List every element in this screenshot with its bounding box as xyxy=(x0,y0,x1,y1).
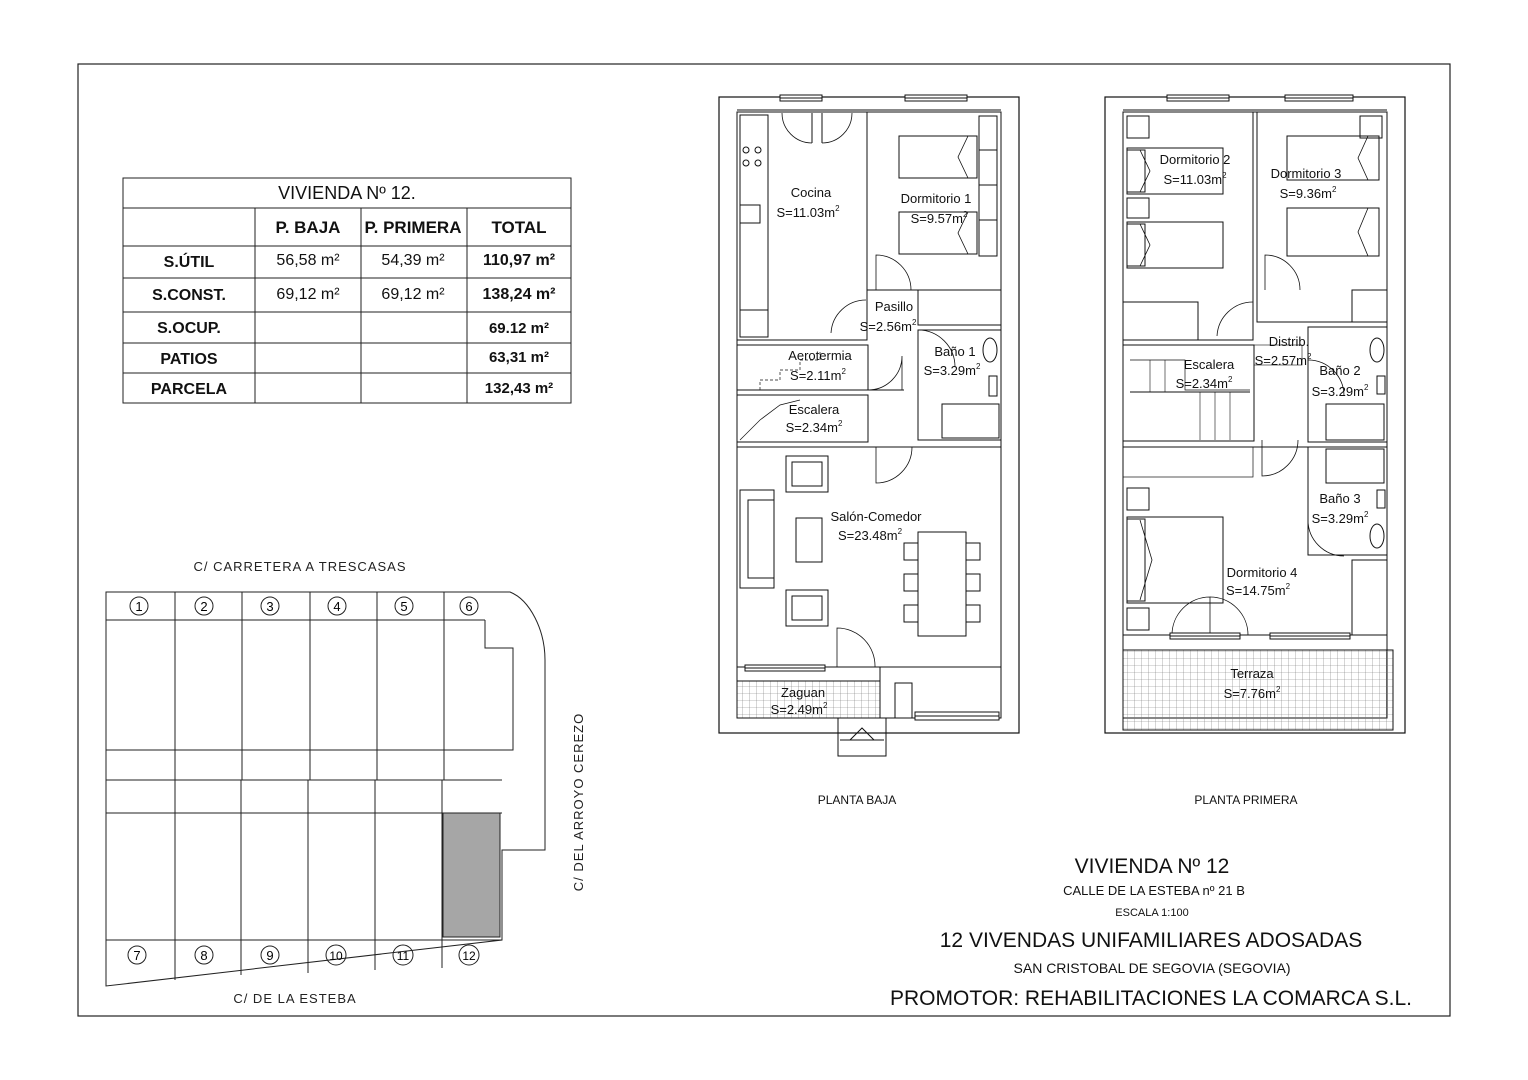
room-name: Pasillo xyxy=(874,299,914,314)
svg-text:S=9.57m2 xyxy=(911,210,968,226)
room-area: S=2.34m xyxy=(1175,376,1228,391)
first-floor-plan xyxy=(1105,95,1405,733)
ground-floor-caption: PLANTA BAJA xyxy=(817,793,897,807)
ground-floor-plan xyxy=(719,95,1019,756)
lot-number: 11 xyxy=(396,949,410,963)
lot-number: 9 xyxy=(266,948,274,963)
lot-number: 2 xyxy=(200,599,208,614)
room-name: Escalera xyxy=(788,402,840,417)
title-scale: ESCALA 1:100 xyxy=(1115,907,1189,919)
title-vivienda: VIVIENDA Nº 12 xyxy=(1074,855,1230,878)
room-name: Salón-Comedor xyxy=(830,509,922,524)
title-location: SAN CRISTOBAL DE SEGOVIA (SEGOVIA) xyxy=(1013,960,1291,976)
table-header-primera: P. PRIMERA xyxy=(364,218,462,237)
lot-number: 12 xyxy=(462,949,476,963)
street-label-top: C/ CARRETERA A TRESCASAS xyxy=(193,559,407,574)
svg-text:S=3.29m2 xyxy=(1312,510,1369,526)
table-row-label: PATIOS xyxy=(160,351,218,368)
room-name: Distrib. xyxy=(1268,334,1310,349)
table-cell: 63,31 m² xyxy=(488,349,550,366)
street-label-bottom: C/ DE LA ESTEBA xyxy=(233,991,357,1006)
lot-number: 4 xyxy=(333,599,341,614)
area-sup: 2 xyxy=(1306,352,1312,361)
room-name: Dormitorio 4 xyxy=(1226,565,1298,580)
lot-number: 10 xyxy=(329,949,343,963)
area-sup: 2 xyxy=(1363,383,1369,392)
room-name: Aerotermia xyxy=(788,348,852,363)
area-sup: 2 xyxy=(897,527,903,536)
room-area: S=2.57m xyxy=(1254,353,1307,368)
table-cell: 132,43 m² xyxy=(484,380,554,397)
svg-text:S=3.29m2 xyxy=(924,362,981,378)
svg-text:S=2.57m2 xyxy=(1255,352,1312,368)
room-area: S=11.03m xyxy=(776,205,836,220)
room-area: S=2.34m xyxy=(785,420,838,435)
svg-text:S=2.34m2 xyxy=(786,419,843,435)
svg-text:S=2.49m2 xyxy=(771,701,828,717)
room-name: Cocina xyxy=(790,185,832,200)
room-area: S=2.56m xyxy=(859,319,912,334)
first-floor-caption: PLANTA PRIMERA xyxy=(1194,793,1298,807)
first-floor-labels xyxy=(1160,152,1369,701)
room-name: Escalera xyxy=(1183,357,1235,372)
room-area: S=3.29m xyxy=(1311,384,1364,399)
room-area: S=11.03m xyxy=(1163,172,1223,187)
room-area: S=2.11m xyxy=(790,368,842,383)
area-sup: 2 xyxy=(1363,510,1369,519)
area-sup: 2 xyxy=(837,419,843,428)
street-label-right: C/ DEL ARROYO CEREZO xyxy=(571,712,586,892)
room-area: S=23.48m xyxy=(837,528,898,543)
room-name: Baño 1 xyxy=(934,344,976,359)
area-sup: 2 xyxy=(962,210,968,219)
room-name: Dormitorio 3 xyxy=(1270,166,1342,181)
room-area: S=7.76m xyxy=(1223,686,1276,701)
area-sup: 2 xyxy=(835,204,840,213)
room-name: Dormitorio 1 xyxy=(900,191,972,206)
lot-number: 6 xyxy=(465,599,473,614)
lot-number: 3 xyxy=(266,599,274,614)
lot-number: 1 xyxy=(135,599,143,614)
area-sup: 2 xyxy=(975,362,981,371)
room-area: S=9.57m xyxy=(910,211,963,226)
table-cell: 110,97 m² xyxy=(482,252,556,269)
svg-text:S=2.11m2 xyxy=(790,367,846,383)
table-row-label: S.CONST. xyxy=(152,287,226,304)
room-area: S=3.29m xyxy=(1311,511,1364,526)
lot-number: 5 xyxy=(400,599,408,614)
room-area: S=9.36m xyxy=(1279,186,1332,201)
table-cell: 54,39 m² xyxy=(381,252,445,269)
room-name: Dormitorio 2 xyxy=(1159,152,1231,167)
title-address: CALLE DE LA ESTEBA nº 21 B xyxy=(1063,883,1245,898)
table-title: VIVIENDA Nº 12. xyxy=(278,183,416,203)
lot-number: 7 xyxy=(133,948,141,963)
room-name: Zaguan xyxy=(780,685,826,700)
svg-text:S=2.34m2 xyxy=(1176,375,1233,391)
svg-text:S=3.29m2 xyxy=(1312,383,1369,399)
highlighted-lot-12 xyxy=(443,813,500,937)
title-promoter: PROMOTOR: REHABILITACIONES LA COMARCA S.L. xyxy=(889,987,1413,1010)
room-name: Baño 3 xyxy=(1319,491,1361,506)
room-area: S=14.75m xyxy=(1225,583,1286,598)
room-area: S=3.29m xyxy=(923,363,976,378)
room-name: Terraza xyxy=(1230,666,1274,681)
svg-text:S=7.76m2 xyxy=(1224,685,1281,701)
area-sup: 2 xyxy=(1331,185,1337,194)
area-sup: 2 xyxy=(911,318,917,327)
svg-text:S=14.75m2 xyxy=(1226,582,1291,598)
title-block xyxy=(890,855,1412,1010)
room-name: Baño 2 xyxy=(1319,363,1361,378)
site-plan xyxy=(106,559,586,1006)
sheet-border xyxy=(78,64,1450,1016)
table-cell: 56,58 m² xyxy=(276,252,340,269)
table-cell: 69,12 m² xyxy=(381,286,445,303)
area-sup: 2 xyxy=(841,367,846,376)
area-sup: 2 xyxy=(1285,582,1291,591)
room-area: S=2.49m xyxy=(770,702,823,717)
area-sup: 2 xyxy=(1222,171,1227,180)
table-cell: 138,24 m² xyxy=(482,286,556,303)
title-project: 12 VIVENDAS UNIFAMILIARES ADOSADAS xyxy=(939,929,1363,952)
svg-text:S=2.56m2 xyxy=(860,318,917,334)
area-sup: 2 xyxy=(1275,685,1281,694)
table-row-label: S.ÚTIL xyxy=(163,254,215,271)
table-cell: 69.12 m² xyxy=(488,320,550,337)
table-header-total: TOTAL xyxy=(491,218,547,237)
table-row-label: PARCELA xyxy=(150,381,228,398)
table-header-baja: P. BAJA xyxy=(275,218,341,237)
svg-text:S=11.03m2 xyxy=(776,204,840,220)
lot-numbers xyxy=(128,597,479,965)
svg-text:S=9.36m2 xyxy=(1280,185,1337,201)
lot-number: 8 xyxy=(200,948,208,963)
area-sup: 2 xyxy=(1227,375,1233,384)
surface-table-text xyxy=(151,183,556,398)
svg-text:S=11.03m2 xyxy=(1163,171,1227,187)
table-row-label: S.OCUP. xyxy=(157,320,221,337)
svg-text:S=23.48m2 xyxy=(838,527,903,543)
table-cell: 69,12 m² xyxy=(276,286,340,303)
area-sup: 2 xyxy=(822,701,828,710)
